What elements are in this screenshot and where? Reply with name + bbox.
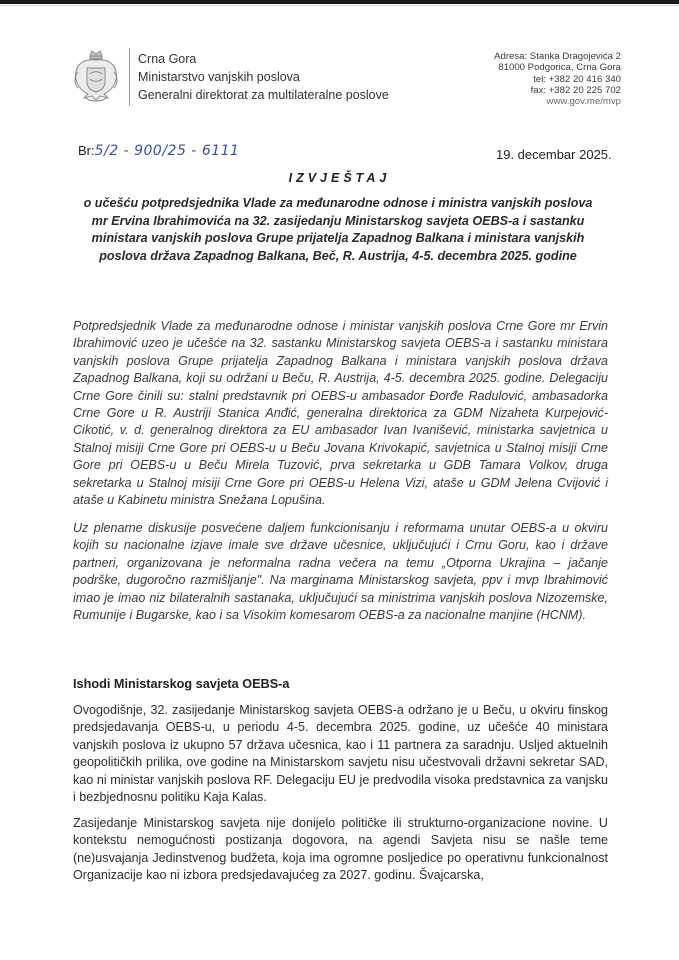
coat-of-arms-icon (70, 48, 122, 104)
scan-edge-line (0, 5, 679, 6)
organization-block (138, 50, 389, 104)
address-street: Adresa: Stanka Dragojevića 2 (494, 51, 621, 62)
paragraph-session: Zasijedanje Ministarskog savjeta nije donijelo političke ili strukturno-organizacione novine. U kontekstu nemogućnosti postizanja dogovora, na agendi Savjeta nisu se našle teme (ne)usvajanja Jedinstvenog budžeta, koja ima ogromne posljedice po operativnu funkcionalnost Organizacije kao ni izbora predsjedavajućeg za 2027. godinu. Švajcarska, (73, 816, 608, 883)
reference-handwritten: 5/2 - 900/25 - 6111 (94, 143, 240, 159)
paragraph-delegation: Potpredsjednik Vlade za međunarodne odnose i ministar vanjskih poslova Crne Gore mr Ervin Ibrahimović uzeo je učešće na 32. sastanku Ministarskog savjeta OEBS-a i sastanku ministara vanjskih poslova Grupe prijatelja Zapadnog Balkana i ministara vanjskih poslova država Zapadnog Balkana, koji su održani u Beču, R. Austrija, 4-5. decembra 2025. godine. Delegaciju Crne Gore činili su: stalni predstavnik pri OEBS-u ambasador Đorđe Radulović, ambasadorka Crne Gore u R. Austriji Stanica Anđić, generalna direktorica za GDM Nizaheta Kurpejović-Cikotić, v. d. generalnog direktora za EU ambasador Ivan Ivanišević, ministarka savjetnica u Stalnoj misiji Crne Gore pri OEBS-u u Beču Jovana Krivokapić, savjetnica u Stalnoj misiji Crne Gore pri OEBS-u u Beču Mirela Tuzović, prva sekretarka u GDB Tamara Volkov, druga sekretarka u Stalnoj misiji Crne Gore pri OEBS-u Helena Vizi, ataše u GDM Jelena Cvijović i ataše u Kabinetu ministra Snežana Lopušina. (73, 319, 608, 508)
document-subtitle: o učešću potpredsjednika Vlade za međunarodne odnose i ministra vanjskih poslova mr Ervina Ibrahimovića na 32. zasijedanju Ministarskog savjeta OEBS-a i sastanku ministara vanjskih poslova Grupe prijatelja Zapadnog Balkana i ministara vanjskih poslova država Zapadnog Balkana, Beč, R. Austrija, 4-5. decembra 2025. godine (83, 196, 593, 263)
address-phone: tel: +382 20 416 340 (533, 73, 621, 85)
reference-number (78, 143, 239, 159)
address-city: 81000 Podgorica, Crna Gora (498, 62, 621, 74)
scan-top-edge (0, 0, 679, 4)
reference-label: Br: (78, 143, 95, 158)
letterhead-divider (129, 48, 130, 106)
document-date: 19. decembar 2025. (496, 147, 612, 162)
org-directorate: Generalni direktorat za multilateralne poslove (138, 88, 389, 102)
section-heading: Ishodi Ministarskog savjeta OEBS-a (73, 677, 290, 691)
address-website: www.gov.me/mvp (546, 96, 621, 108)
paragraph-bilateral: Uz plenarne diskusije posvećene daljem funkcionisanju i reformama unutar OEBS-a u okviru kojih su nacionalne izjave imale sve države učesnice, uključujući i Crnu Goru, kao i države partneri, organizovana je neformalna radna večera na temu „Otporna Ukrajina – jačanje podrške, dugoročno razmišljanje". Na marginama Ministarskog savjeta, ppv i mvp Ibrahimović imao je imao niz bilateralnih sastanaka, uključujući sa ministrima vanjskih poslova Nizozemske, Rumunije i Bugarske, kao i sa Visokim komesarom OEBS-a za nacionalne manjine (HCNM). (73, 521, 608, 623)
address-block (494, 51, 621, 107)
address-fax: fax: +382 20 225 702 (530, 84, 621, 96)
paragraph-outcomes: Ovogodišnje, 32. zasijedanje Ministarskog savjeta OEBS-a održano je u Beču, u okviru finskog predsjedavanja OEBS-u, u periodu 4-5. decembra 2025. godine, uz učešće 40 ministara vanjskih poslova iz ukupno 57 država učesnica, kao i 11 partnera za saradnju. Usljed aktuelnih geopolitičkih prilika, ove godine na Ministarskom savjetu nisu učestvovali državni sekretar SAD, kao ni ministar vanjskih poslova RF. Delegaciju EU je predvodila visoka predstavnica za vanjsku i bezbjednosnu politiku Kaja Kalas. (73, 703, 608, 805)
org-country: Crna Gora (138, 52, 197, 66)
document-title: IZVJEŠTAJ (288, 171, 391, 185)
org-ministry: Ministarstvo vanjskih poslova (138, 70, 300, 84)
